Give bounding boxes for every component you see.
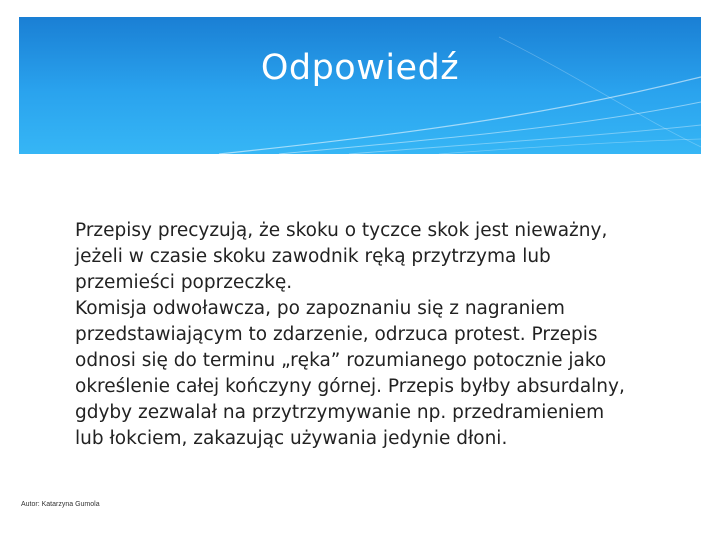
paragraph-1: Przepisy precyzują, że skoku o tyczce skok jest nieważny, jeżeli w czasie skoku zawodnik ręką przytrzyma lub przemieści poprzeczkę. — [75, 220, 608, 293]
slide-title: Odpowiedź — [260, 48, 460, 88]
author-footer: Autor: Katarzyna Gumola — [21, 501, 100, 508]
slide-body — [75, 218, 635, 452]
paragraph-2: Komisja odwoławcza, po zapoznaniu się z nagraniem przedstawiającym to zdarzenie, odrzuca protest. Przepis odnosi się do terminu „ręka” rozumianego potocznie jako określenie całej kończyny górnej. Przepis byłby absurdalny, gdyby zezwalał na przytrzymywanie np. przedramieniem lub łokciem, zakazując używania jedynie dłoni. — [75, 298, 625, 449]
